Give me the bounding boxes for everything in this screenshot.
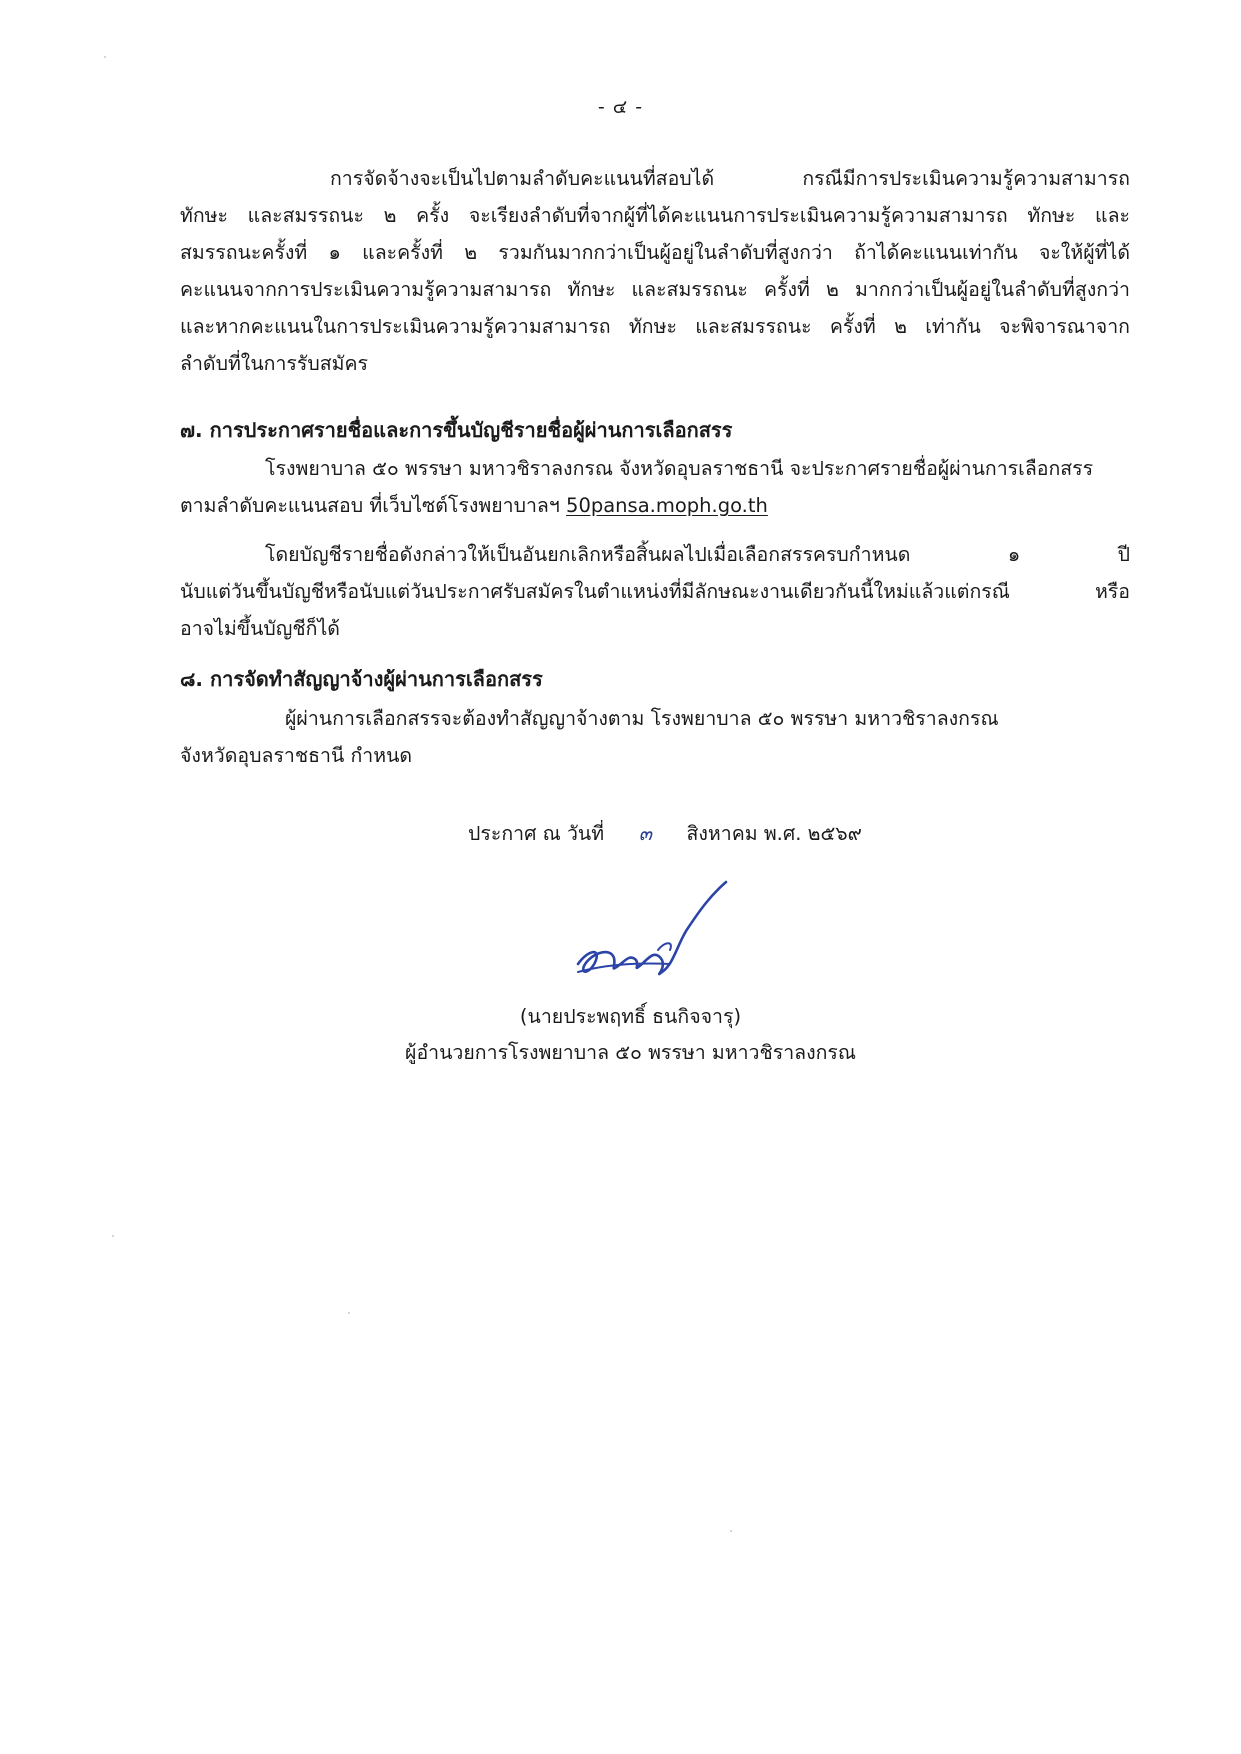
intro-paragraph <box>180 160 1130 382</box>
section-8-line-1: ผู้ผ่านการเลือกสรรจะต้องทำสัญญาจ้างตาม โรงพยาบาล ๕๐ พรรษา มหาวชิราลงกรณ <box>285 707 999 730</box>
website-link[interactable]: 50pansa.moph.go.th <box>566 494 768 517</box>
intro-line-3: สมรรถนะครั้งที่ ๑ และครั้งที่ ๒ รวมกันมากกว่าเป็นผู้อยู่ในลำดับที่สูงกว่า ถ้าได้คะแนนเท่ากัน จะให้ผู้ที่ได้ <box>180 241 1130 264</box>
section-8-heading: ๘. การจัดทำสัญญาจ้างผู้ผ่านการเลือกสรร <box>180 667 543 691</box>
signatory-position: ผู้อำนวยการโรงพยาบาล ๕๐ พรรษา มหาวชิราลงกรณ <box>405 1041 856 1064</box>
intro-line-4: คะแนนจากการประเมินความรู้ความสามารถ ทักษะ และสมรรถนะ ครั้งที่ ๒ มากกว่าเป็นผู้อยู่ในลำดับที่สูงกว่า <box>180 278 1130 301</box>
announcement-month-year: สิงหาคม พ.ศ. ๒๕๖๙ <box>686 822 862 845</box>
announcement-day: ๓ <box>638 822 652 845</box>
section-7-para2-line-2: นับแต่วันขึ้นบัญชีหรือนับแต่วันประกาศรับสมัครในตำแหน่งที่มีลักษณะงานเดียวกันนี้ใหม่แล้วแต่กรณี หรือ <box>180 580 1130 603</box>
announcement-date <box>468 818 862 849</box>
section-7-paragraph-1 <box>180 450 1130 524</box>
intro-line-5: และหากคะแนนในการประเมินความรู้ความสามารถ ทักษะ และสมรรถนะ ครั้งที่ ๒ เท่ากัน จะพิจารณาจาก <box>180 315 1130 338</box>
scan-speck <box>348 1312 350 1314</box>
section-8-paragraph <box>180 700 1130 774</box>
section-7-para2-line-1: โดยบัญชีรายชื่อดังกล่าวให้เป็นอันยกเลิกหรือสิ้นผลไปเมื่อเลือกสรรครบกำหนด ๑ ปี <box>265 543 1130 566</box>
section-7-paragraph-2 <box>180 536 1130 647</box>
section-7-heading: ๗. การประกาศรายชื่อและการขึ้นบัญชีรายชื่อผู้ผ่านการเลือกสรร <box>180 418 733 442</box>
scan-speck <box>104 56 106 58</box>
intro-line-2: ทักษะ และสมรรถนะ ๒ ครั้ง จะเรียงลำดับที่จากผู้ที่ได้คะแนนการประเมินความรู้ความสามารถ ทักษะ และ <box>180 204 1130 227</box>
scan-speck <box>112 1235 114 1237</box>
signatory-name: (นายประพฤทธิ์ ธนกิจจารุ) <box>519 1005 742 1028</box>
announcement-prefix: ประกาศ ณ วันที่ <box>468 822 605 845</box>
intro-line-6: ลำดับที่ในการรับสมัคร <box>180 352 369 375</box>
section-7-line-2 <box>180 487 1130 524</box>
page-number: - ๔ - <box>597 96 644 118</box>
intro-line-1: การจัดจ้างจะเป็นไปตามลำดับคะแนนที่สอบได้ กรณีมีการประเมินความรู้ความสามารถ <box>330 167 1130 190</box>
section-8-line-2: จังหวัดอุบลราชธานี กำหนด <box>180 744 413 767</box>
section-7-line-1: โรงพยาบาล ๕๐ พรรษา มหาวชิราลงกรณ จังหวัดอุบลราชธานี จะประกาศรายชื่อผู้ผ่านการเลือกสรร <box>265 457 1094 480</box>
section-7-para2-line-3: อาจไม่ขึ้นบัญชีก็ได้ <box>180 617 340 640</box>
section-7-line-2-text: ตามลำดับคะแนนสอบ ที่เว็บไซต์โรงพยาบาลฯ <box>180 494 567 517</box>
scan-speck <box>730 1530 732 1532</box>
handwritten-signature <box>570 880 740 990</box>
